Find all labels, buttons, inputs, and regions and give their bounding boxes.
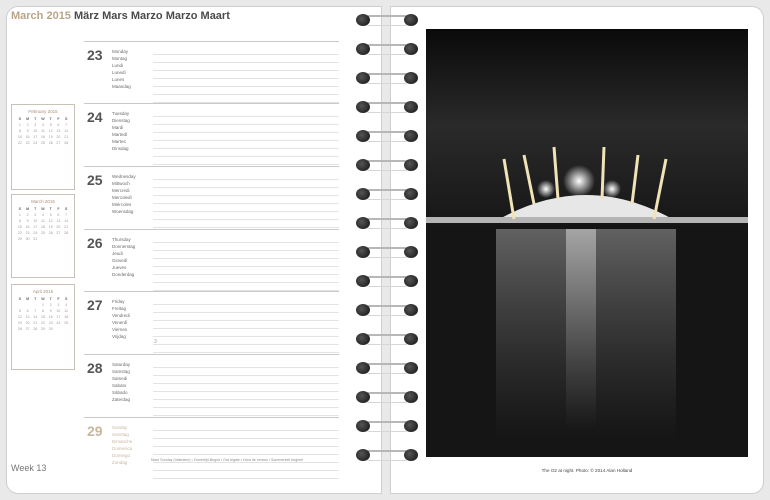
writing-line[interactable]	[153, 96, 339, 103]
day-entry[interactable]	[84, 41, 339, 103]
calendar-date	[47, 237, 55, 243]
calendar-date: 5	[18, 309, 21, 313]
writing-line[interactable]	[153, 385, 339, 392]
day-name: Sabato	[112, 383, 127, 388]
weekday-initial: S	[64, 117, 68, 121]
writing-line[interactable]	[153, 88, 339, 95]
binding-ring	[356, 449, 418, 461]
writing-line[interactable]	[153, 276, 339, 283]
day-name: Dimanche	[112, 439, 133, 444]
binding-ring	[356, 101, 418, 113]
writing-line[interactable]	[153, 173, 339, 180]
writing-lines[interactable]	[153, 361, 339, 417]
weekday-initial: M	[26, 207, 30, 211]
calendar-date: 1	[41, 303, 44, 307]
writing-line[interactable]	[153, 197, 339, 204]
calendar-date: 25	[64, 321, 69, 325]
writing-lines[interactable]	[153, 236, 339, 292]
day-names	[112, 48, 152, 90]
weekday-initial: S	[18, 297, 22, 301]
writing-lines[interactable]	[153, 110, 339, 166]
calendar-date: 15	[17, 135, 22, 139]
binding-ring	[356, 130, 418, 142]
calendar-date: 21	[64, 135, 69, 139]
calendar-date: 18	[40, 135, 45, 139]
writing-line[interactable]	[153, 361, 339, 368]
writing-line[interactable]	[153, 409, 339, 416]
calendar-date: 15	[17, 225, 22, 229]
calendar-date: 4	[41, 213, 44, 217]
day-name: Lundi	[112, 63, 124, 68]
binding-ring	[356, 159, 418, 171]
day-number: 27	[87, 297, 103, 313]
calendar-date: 9	[26, 219, 29, 223]
calendar-date: 20	[56, 225, 61, 229]
day-name: Monday	[112, 49, 129, 54]
month-title: March 2015	[11, 10, 71, 22]
writing-line[interactable]	[153, 205, 339, 212]
calendar-date: 18	[40, 225, 45, 229]
calendar-date: 14	[64, 219, 69, 223]
day-number: 25	[87, 172, 103, 188]
day-name: Sábado	[112, 390, 128, 395]
day-name: Viernes	[112, 327, 128, 332]
weekday-initial: W	[41, 117, 45, 121]
calendar-date: 2	[49, 303, 52, 307]
day-entry[interactable]	[84, 354, 339, 417]
day-names	[112, 361, 152, 403]
writing-lines[interactable]	[153, 173, 339, 229]
calendar-date: 6	[57, 213, 60, 217]
writing-line[interactable]	[153, 80, 339, 87]
divider	[84, 354, 339, 355]
divider	[84, 166, 339, 167]
calendar-date: 8	[41, 309, 44, 313]
day-name: Lunedì	[112, 70, 126, 75]
month-header	[11, 10, 230, 22]
calendar-date: 3	[57, 303, 60, 307]
calendar-date: 4	[65, 303, 68, 307]
writing-lines[interactable]	[153, 424, 339, 480]
calendar-date: 29	[17, 237, 22, 241]
writing-lines[interactable]	[153, 48, 339, 104]
calendar-date: 12	[48, 129, 53, 133]
calendar-date: 3	[34, 213, 37, 217]
day-number: 26	[87, 235, 103, 251]
calendar-date: 23	[48, 321, 53, 325]
weekday-initial: S	[18, 207, 22, 211]
calendar-date: 9	[26, 129, 29, 133]
day-name: Mittwoch	[112, 181, 130, 186]
divider	[84, 229, 339, 230]
calendar-date: 24	[33, 231, 38, 235]
day-name: Zaterdag	[112, 397, 131, 402]
calendar-date: 17	[33, 225, 38, 229]
day-name: Lunes	[112, 77, 125, 82]
calendar-date: 13	[25, 315, 30, 319]
calendar-date: 17	[33, 135, 38, 139]
day-name: Montag	[112, 56, 128, 61]
divider	[84, 41, 339, 42]
calendar-date: 5	[49, 213, 52, 217]
day-number: 24	[87, 109, 103, 125]
calendar-date: 20	[56, 135, 61, 139]
calendar-date: 27	[56, 231, 61, 235]
calendar-date: 31	[33, 237, 38, 241]
calendar-date: 11	[41, 129, 45, 133]
writing-line[interactable]	[153, 72, 339, 79]
day-name: Vrijdag	[112, 334, 126, 339]
photo	[426, 29, 748, 457]
writing-line[interactable]	[153, 252, 339, 259]
writing-line[interactable]	[153, 472, 339, 479]
calendar-date: 23	[25, 141, 30, 145]
calendar-date: 28	[64, 231, 69, 235]
weekday-initial: T	[34, 297, 37, 301]
calendar-date	[55, 327, 63, 333]
calendar-date: 3	[34, 123, 37, 127]
mini-calendar-title: April 2015	[32, 289, 54, 294]
writing-lines[interactable]	[153, 298, 339, 354]
calendar-date: 30	[25, 237, 30, 241]
day-name: Domenica	[112, 446, 133, 451]
calendar-date: 30	[48, 327, 53, 331]
calendar-date	[62, 237, 70, 243]
writing-line[interactable]	[153, 298, 339, 305]
calendar-date: 28	[33, 327, 38, 331]
footnote: Mare Sunday (Valentine) • Zomertijd Begint • Ora legale • Hora de verano • Sommerzeit beginnt	[151, 458, 303, 462]
writing-line[interactable]	[153, 181, 339, 188]
day-name: Dinsdag	[112, 146, 129, 151]
binding-ring	[356, 391, 418, 403]
day-name: Donderdag	[112, 272, 135, 277]
calendar-date: 20	[25, 321, 30, 325]
binding-ring	[356, 72, 418, 84]
writing-line[interactable]	[153, 158, 339, 165]
day-names	[112, 298, 152, 340]
day-name: Giovedì	[112, 258, 128, 263]
day-names	[112, 424, 152, 466]
calendar-date: 1	[18, 123, 21, 127]
weekday-initial: W	[41, 207, 45, 211]
calendar-date: 5	[49, 123, 52, 127]
day-name: Martedì	[112, 132, 128, 137]
weekday-initial: M	[26, 117, 30, 121]
weekday-initial: S	[64, 297, 68, 301]
day-name: Domingo	[112, 453, 131, 458]
weekday-initial: M	[26, 297, 30, 301]
writing-line[interactable]	[153, 432, 339, 439]
calendar-date: 21	[64, 225, 69, 229]
day-entry[interactable]	[84, 229, 339, 291]
calendar-date: 12	[48, 219, 53, 223]
calendar-date: 22	[40, 321, 45, 325]
calendar-date: 16	[25, 135, 30, 139]
calendar-date: 16	[25, 225, 30, 229]
day-names	[112, 236, 152, 278]
day-names	[112, 110, 152, 152]
day-names	[112, 173, 152, 215]
calendar-date: 11	[64, 309, 68, 313]
writing-line[interactable]	[153, 260, 339, 267]
writing-line[interactable]	[153, 244, 339, 251]
calendar-date: 27	[25, 327, 30, 331]
writing-line[interactable]	[153, 118, 339, 125]
mini-calendar-title: March 2015	[31, 199, 55, 204]
day-number: 23	[87, 47, 103, 63]
calendar-week-row	[12, 237, 74, 243]
weekday-initial: T	[34, 207, 37, 211]
calendar-date: 13	[56, 219, 61, 223]
calendar-date: 21	[33, 321, 38, 325]
weekday-initial: T	[49, 297, 52, 301]
day-name: Freitag	[112, 306, 127, 311]
calendar-date: 23	[25, 231, 30, 235]
weekday-initial: S	[18, 117, 22, 121]
writing-line[interactable]	[153, 221, 339, 228]
writing-line[interactable]	[153, 330, 339, 337]
writing-line[interactable]	[153, 213, 339, 220]
calendar-date: 25	[40, 231, 45, 235]
writing-line[interactable]	[153, 314, 339, 321]
writing-line[interactable]	[153, 306, 339, 313]
writing-line[interactable]	[153, 377, 339, 384]
calendar-date: 6	[26, 309, 29, 313]
binding-ring	[356, 420, 418, 432]
writing-line[interactable]	[153, 369, 339, 376]
calendar-date: 24	[56, 321, 61, 325]
o2-night-photo	[426, 29, 748, 457]
day-name: Friday	[112, 299, 125, 304]
day-number: 28	[87, 360, 103, 376]
day-name: Mercoledì	[112, 195, 132, 200]
calendar-date: 16	[48, 315, 53, 319]
calendar-date: 7	[34, 309, 37, 313]
writing-line[interactable]	[153, 401, 339, 408]
writing-line[interactable]	[153, 56, 339, 63]
day-name: Zondag	[112, 460, 128, 465]
writing-line[interactable]	[153, 346, 339, 353]
writing-line[interactable]	[153, 150, 339, 157]
calendar-date: 7	[65, 123, 68, 127]
calendar-date: 7	[65, 213, 68, 217]
day-name: Mardi	[112, 125, 124, 130]
calendar-date: 29	[40, 327, 45, 331]
weekday-initial: F	[57, 117, 60, 121]
weekday-initial: T	[49, 207, 52, 211]
day-name: Samstag	[112, 369, 130, 374]
calendar-date: 11	[41, 219, 45, 223]
week-label: Week 13	[11, 463, 47, 473]
calendar-date: 2	[26, 213, 29, 217]
writing-line[interactable]	[153, 448, 339, 455]
day-entry[interactable]	[84, 291, 339, 354]
day-entry[interactable]	[84, 166, 339, 229]
writing-line[interactable]	[153, 236, 339, 243]
day-name: Sunday	[112, 425, 128, 430]
divider	[84, 103, 339, 104]
mini-calendar	[11, 194, 75, 278]
writing-line[interactable]	[153, 48, 339, 55]
writing-line[interactable]	[153, 134, 339, 141]
binding-ring	[356, 362, 418, 374]
calendar-date: 10	[33, 219, 38, 223]
calendar-date: 19	[48, 135, 53, 139]
calendar-date: 25	[40, 141, 45, 145]
calendar-date: 1	[18, 213, 21, 217]
calendar-date: 6	[57, 123, 60, 127]
day-name: Tuesday	[112, 111, 130, 116]
weekday-initial: S	[64, 207, 68, 211]
day-name: Mercredi	[112, 188, 130, 193]
writing-line[interactable]	[153, 424, 339, 431]
writing-line[interactable]	[153, 110, 339, 117]
date-mark: 3	[154, 339, 157, 345]
calendar-date: 28	[64, 141, 69, 145]
day-name: Venerdì	[112, 320, 128, 325]
calendar-date: 22	[17, 141, 22, 145]
calendar-date	[62, 327, 70, 333]
month-translations: März Mars Marzo Marzo Maart	[74, 10, 230, 22]
weekday-initial: T	[49, 117, 52, 121]
day-number: 29	[87, 423, 103, 439]
divider	[84, 417, 339, 418]
calendar-date: 8	[18, 129, 21, 133]
writing-line[interactable]	[153, 64, 339, 71]
calendar-date: 26	[17, 327, 22, 331]
spiral-binding	[356, 0, 418, 500]
day-name: Samedi	[112, 376, 128, 381]
calendar-date: 8	[18, 219, 21, 223]
binding-ring	[356, 304, 418, 316]
divider	[84, 291, 339, 292]
day-name: Woensdag	[112, 209, 134, 214]
binding-ring	[356, 333, 418, 345]
calendar-date: 12	[17, 315, 22, 319]
day-name: Saturday	[112, 362, 131, 367]
writing-line[interactable]	[153, 268, 339, 275]
writing-line[interactable]	[153, 440, 339, 447]
binding-ring	[356, 275, 418, 287]
calendar-date: 26	[48, 141, 53, 145]
binding-ring	[356, 246, 418, 258]
mini-calendar	[11, 104, 75, 190]
day-name: Wednesday	[112, 174, 136, 179]
writing-line[interactable]	[153, 189, 339, 196]
writing-line[interactable]	[153, 393, 339, 400]
writing-line[interactable]	[153, 284, 339, 291]
binding-ring	[356, 217, 418, 229]
writing-line[interactable]	[153, 126, 339, 133]
calendar-date: 9	[49, 309, 52, 313]
calendar-date: 24	[33, 141, 38, 145]
calendar-date: 14	[64, 129, 69, 133]
day-name: Thursday	[112, 237, 131, 242]
writing-line[interactable]	[153, 338, 339, 345]
calendar-date: 15	[40, 315, 45, 319]
photo-caption: The O2 at night. Photo: © 2014 Alan Holland	[541, 468, 633, 473]
calendar-date: 19	[48, 225, 53, 229]
calendar-date	[39, 237, 47, 243]
day-name: Vendredi	[112, 313, 130, 318]
weekday-initial: T	[34, 117, 37, 121]
day-name: Miércoles	[112, 202, 132, 207]
calendar-date: 2	[26, 123, 29, 127]
binding-ring	[356, 43, 418, 55]
calendar-date: 13	[56, 129, 61, 133]
day-name: Jueves	[112, 265, 127, 270]
calendar-date: 17	[56, 315, 61, 319]
calendar-date: 14	[33, 315, 38, 319]
day-name: Martes	[112, 139, 126, 144]
binding-ring	[356, 188, 418, 200]
calendar-week-row	[12, 327, 74, 333]
writing-line[interactable]	[153, 464, 339, 471]
writing-line[interactable]	[153, 142, 339, 149]
calendar-week-row	[12, 141, 74, 147]
calendar-date: 22	[17, 231, 22, 235]
day-name: Maandag	[112, 84, 131, 89]
calendar-date	[55, 237, 63, 243]
calendar-date: 27	[56, 141, 61, 145]
calendar-date: 18	[64, 315, 69, 319]
mini-calendar-title: February 2015	[28, 109, 58, 114]
calendar-date: 10	[56, 309, 61, 313]
day-entry[interactable]	[84, 103, 339, 166]
day-name: Donnerstag	[112, 244, 136, 249]
calendar-date: 10	[33, 129, 38, 133]
calendar-date: 26	[48, 231, 53, 235]
calendar-date: 19	[17, 321, 22, 325]
day-name: Sonntag	[112, 432, 129, 437]
weekday-initial: F	[57, 297, 60, 301]
mini-calendar	[11, 284, 75, 370]
day-name: Dienstag	[112, 118, 130, 123]
day-name: Jeudi	[112, 251, 123, 256]
calendar-date: 4	[41, 123, 44, 127]
binding-ring	[356, 14, 418, 26]
weekday-initial: F	[57, 207, 60, 211]
writing-line[interactable]	[153, 322, 339, 329]
weekday-initial: W	[41, 297, 45, 301]
